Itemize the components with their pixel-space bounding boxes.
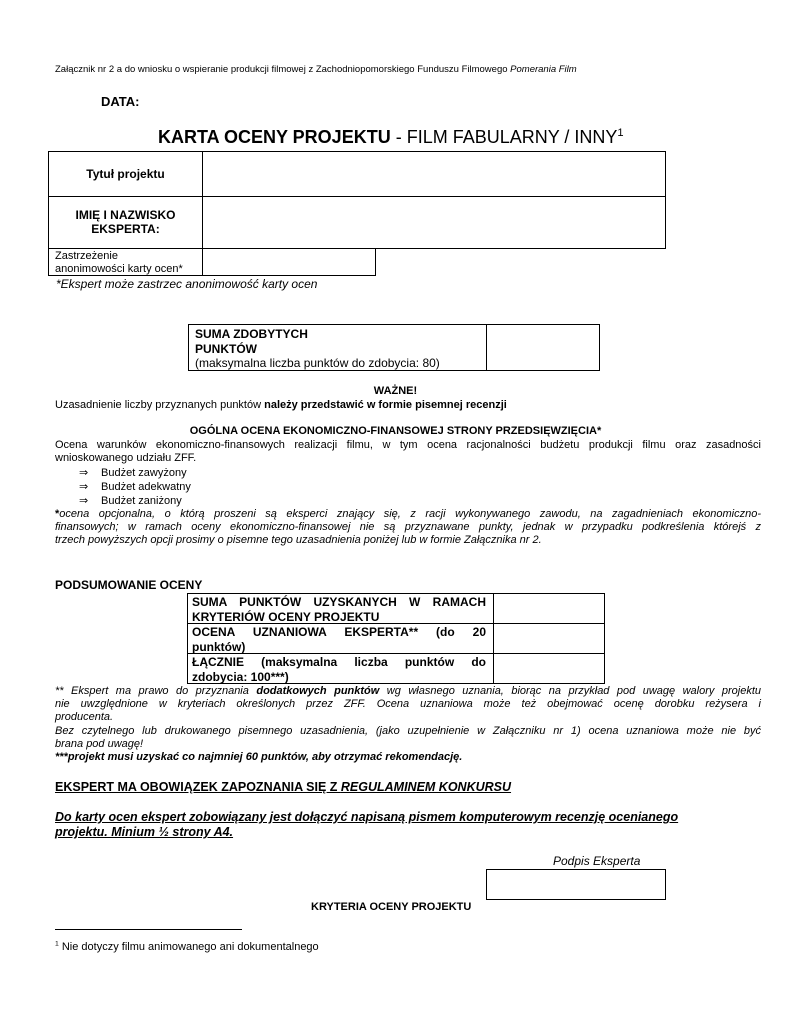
anonymity-note: *Ekspert może zastrzec anonimowość karty ocen [56, 277, 318, 291]
attachment-header [55, 64, 577, 75]
summary-note-c: producenta. [55, 711, 114, 723]
financial-note-line1: *ocena opcjonalna, o którą proszeni są eksperci znający się, z racji wykonywanego zawodu, na zagadnieniach ekonomiczno- [55, 508, 761, 520]
financial-desc-line2: wnioskowanego udziału ZFF. [55, 452, 197, 464]
summary-discretionary-field[interactable] [493, 623, 605, 654]
title-rest: - FILM FABULARNY / INNY [390, 127, 618, 147]
financial-desc-line1: Ocena warunków ekonomiczno-finansowych realizacji filmu, w tym ocena racjonalności budżetu produkcji filmu oraz zasadności [55, 439, 761, 451]
attachment-program: Pomerania Film [510, 64, 577, 75]
title-main: KARTA OCENY PROJEKTU [158, 127, 391, 147]
total-points-field[interactable] [486, 324, 600, 371]
total-points-label: SUMA ZDOBYTYCH PUNKTÓW (maksymalna liczba punktów do zdobycia: 80) [195, 327, 440, 370]
signature-label: Podpis Eksperta [553, 854, 641, 868]
footnote-divider [55, 929, 242, 930]
arrow-right-icon: ⇒ [79, 467, 89, 479]
financial-note-line3: trzech powyższych opcji prosimy o pisemne tego uzasadnienia poniżej lub w formie Załącznika nr 2. [55, 534, 542, 546]
important-title: WAŻNE! [373, 385, 418, 397]
summary-criteria-label: SUMA PUNKTÓW UZYSKANYCH W RAMACH [192, 595, 486, 609]
budget-option-adequate[interactable]: ⇒ Budżet adekwatny [79, 481, 191, 493]
summary-note-d: Bez czytelnego lub drukowanego pisemnego uzasadnienia, (jako uzupełnienie w Załączniku nr 1) ocena uznaniowa może nie być [55, 725, 761, 737]
data-label: DATA: [101, 94, 140, 109]
attachment-text: Załącznik nr 2 a do wniosku o wspieranie produkcji filmowej z Zachodniopomorskiego Funduszu Filmowego [55, 64, 508, 75]
criteria-title: KRYTERIA OCENY PROJEKTU [311, 901, 472, 913]
summary-note-b: nie uwzględnione w kryteriach określonych przez ZFF. Ocena uznaniowa może też obejmować ocenę dorobku reżysera i [55, 698, 761, 710]
title-footnote-mark: 1 [617, 127, 624, 139]
anonymity-field[interactable] [202, 248, 376, 276]
summary-criteria-label-cell: SUMA PUNKTÓW UZYSKANYCH W RAMACH KRYTERIÓW OCENY PROJEKTU [187, 593, 494, 624]
project-title-label-cell [48, 151, 203, 197]
summary-note-a: ** Ekspert ma prawo do przyznania dodatkowych punktów wg własnego uznania, biorąc na przykład pod uwagę walory projektu [55, 685, 761, 697]
expert-name-label-cell [48, 196, 203, 249]
arrow-right-icon: ⇒ [79, 481, 89, 493]
financial-title: OGÓLNA OCENA EKONOMICZNO-FINANSOWEJ STRONY PRZEDSIĘWZIĘCIA* [189, 425, 602, 437]
page-title [158, 127, 624, 148]
review-instruction: Do karty ocen ekspert zobowiązany jest dołączyć napisaną pismem komputerowym recenzję ocenianego projektu. Minium ½ strony A4. [55, 810, 679, 839]
summary-discretionary-label: OCENA UZNANIOWA EKSPERTA** (do 20 [192, 625, 486, 639]
project-title-field[interactable] [202, 151, 666, 197]
summary-criteria-field[interactable] [493, 593, 605, 624]
project-title-label: Tytuł projektu [86, 167, 165, 181]
important-text: Uzasadnienie liczby przyznanych punktów należy przedstawić w formie pisemnej recenzji [55, 399, 507, 411]
summary-total-field[interactable] [493, 653, 605, 684]
anonymity-label-cell [48, 248, 203, 276]
total-points-label-cell [188, 324, 487, 371]
anonymity-label: Zastrzeżenie anonimowości karty ocen* [55, 250, 183, 275]
signature-field[interactable] [486, 869, 666, 900]
summary-title: PODSUMOWANIE OCENY [55, 578, 203, 592]
budget-option-understated[interactable]: ⇒ Budżet zaniżony [79, 495, 182, 507]
summary-note-e: brana pod uwagę! [55, 738, 144, 750]
summary-total-label: ŁĄCZNIE (maksymalna liczba punktów do [192, 655, 486, 669]
obligation-text: EKSPERT MA OBOWIĄZEK ZAPOZNANIA SIĘ Z REGULAMINEM KONKURSU [55, 780, 512, 794]
footnote: $^1$ Nie dotyczy filmu animowanego ani dokumentalnego [55, 940, 319, 953]
financial-note-line2: finansowych; w ramach oceny ekonomiczno-finansowej nie są przyznawane punkty, jednak w przypadku podkreślenia którejś z [55, 521, 761, 533]
summary-discretionary-label-cell: OCENA UZNANIOWA EKSPERTA** (do 20 punktów) [187, 623, 494, 654]
expert-name-field[interactable] [202, 196, 666, 249]
summary-note-f: ***projekt musi uzyskać co najmniej 60 punktów, aby otrzymać rekomendację. [55, 751, 463, 763]
expert-name-label: IMIĘ I NAZWISKO EKSPERTA: [75, 208, 176, 236]
summary-total-label-cell: ŁĄCZNIE (maksymalna liczba punktów do zdobycia: 100***) [187, 653, 494, 684]
arrow-right-icon: ⇒ [79, 495, 89, 507]
budget-option-overstated[interactable]: ⇒ Budżet zawyżony [79, 467, 187, 479]
